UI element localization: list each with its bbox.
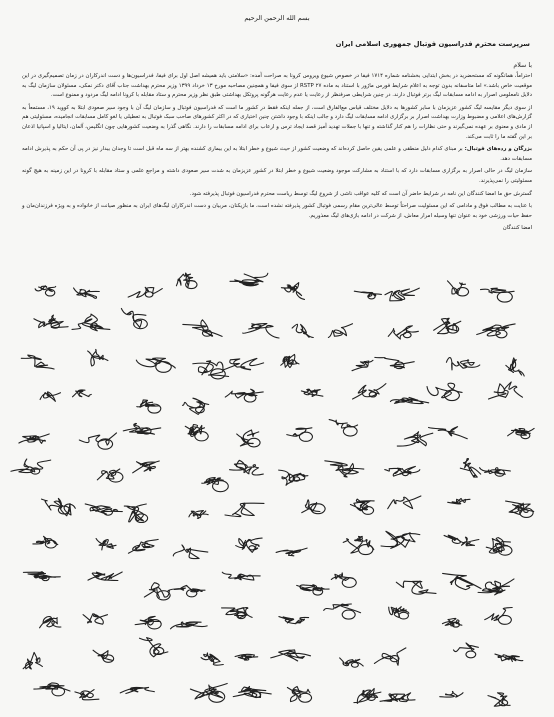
- handwritten-signature: [325, 461, 364, 477]
- letter-paragraph: [22, 104, 532, 142]
- handwritten-signature: [123, 423, 160, 434]
- handwritten-signature: [201, 653, 223, 665]
- handwritten-signature: [136, 358, 175, 372]
- paragraph-text: با عنایت به مطالب فوق و مادامی که این مسئولیت صراحتاً توسط عالی‌ترین مقام رسمی فوتبال کشور پذیرفته نشده است، ما بازیکنان، مربیان و دست اندرکاران لیگ‌های ایران به منظور صیانت از خانواده و به ویژه فرزندان‌مان و حفظ حیات ورزشی خود به عنوان تنها وسیله امرار معاش، از شرکت در ادامه بازی‌های لیگ معذوریم.: [22, 203, 532, 219]
- handwritten-signature: [144, 583, 170, 600]
- handwritten-signature: [343, 536, 374, 554]
- handwritten-signature: [429, 427, 468, 439]
- handwritten-signature: [88, 350, 108, 367]
- handwritten-signature: [93, 650, 114, 662]
- handwritten-signature: [297, 585, 329, 595]
- handwritten-signature: [380, 693, 415, 702]
- handwritten-signature: [486, 538, 512, 556]
- handwritten-signature: [375, 357, 414, 368]
- handwritten-signature: [281, 283, 304, 300]
- handwritten-signature: [176, 273, 197, 289]
- handwritten-signature: [389, 607, 409, 619]
- handwritten-signature: [447, 281, 468, 296]
- handwritten-signature: [329, 420, 357, 436]
- handwritten-signature: [11, 459, 51, 474]
- handwritten-signature: [75, 690, 99, 700]
- handwritten-signature: [448, 499, 470, 504]
- handwritten-signature: [202, 478, 228, 492]
- handwritten-signature: [128, 539, 158, 553]
- handwritten-signature: [40, 392, 60, 401]
- handwritten-signature: [225, 503, 264, 516]
- handwritten-signature: [225, 389, 263, 402]
- handwritten-signature: [121, 309, 147, 329]
- handwritten-signature: [236, 538, 262, 552]
- handwritten-signature: [85, 504, 122, 515]
- paragraph-lead: بزرگان و رده‌های فوتبال:: [462, 146, 532, 153]
- handwritten-signature: [506, 358, 524, 376]
- letter-paragraphs: [22, 72, 532, 234]
- handwritten-signature: [489, 382, 523, 399]
- handwritten-signature: [23, 652, 42, 669]
- handwritten-signature: [33, 536, 58, 548]
- handwritten-signature: [495, 654, 523, 661]
- handwritten-signature: [182, 398, 208, 414]
- handwritten-signature: [287, 687, 311, 703]
- letter-paragraph: [22, 202, 532, 221]
- handwritten-signature: [478, 579, 514, 595]
- handwritten-signature: [281, 354, 299, 367]
- paragraph-text: امضا کنندگان: [502, 225, 532, 232]
- bismillah-heading: بسم الله الرحمن الرحیم: [244, 14, 310, 22]
- handwritten-signature: [230, 460, 264, 475]
- handwritten-signature: [354, 291, 381, 299]
- handwritten-signature: [120, 687, 154, 693]
- handwritten-signature: [72, 314, 110, 331]
- handwritten-signature: [354, 689, 381, 704]
- handwritten-signature: [481, 288, 515, 302]
- handwritten-signature: [96, 539, 116, 550]
- handwritten-signature: [444, 535, 479, 546]
- handwritten-signature: [388, 496, 421, 509]
- handwritten-signature: [302, 500, 325, 514]
- handwritten-signature: [41, 498, 75, 515]
- paragraph-text: گسترش حق ما امضا کنندگان این نامه در شرایط حاضر آن است که کلیه عواقب ناشی از شروع لیگ توسط ریاست محترم فدراسیون فوتبال پذیرفته شود.: [189, 190, 532, 197]
- handwritten-signature: [324, 604, 361, 619]
- handwritten-signature: [434, 318, 461, 333]
- letter-paragraph: [22, 145, 532, 164]
- handwritten-signature: [385, 466, 420, 476]
- handwritten-signature: [128, 287, 162, 297]
- handwritten-signature: [137, 400, 161, 413]
- handwritten-signature: [279, 470, 308, 485]
- handwritten-signature: [97, 469, 123, 482]
- handwritten-signature: [237, 430, 260, 447]
- letter-paragraph: [22, 224, 532, 234]
- handwritten-signature: [183, 320, 222, 337]
- handwritten-signature: [477, 324, 515, 338]
- handwritten-signature: [235, 654, 258, 660]
- handwritten-signature: [390, 397, 428, 403]
- handwritten-signature: [23, 572, 60, 581]
- handwritten-signature: [72, 390, 91, 397]
- paragraph-text: از سوی دیگر مقایسه لیگ کشور عزیزمان با سایر کشورها به دلایل مختلف قیاس مع‌الفارق است، از جمله اینکه فقط در کشور ما است که فدراسیون فوتبال و سازمان لیگ آن با وجود سیر صعودی ابتلا به کووید ۱۹، مستمعاً به گزارش‌های اعلامی و مضبوط وزارت بهداشت اصرار بر برگزاری ادامه مسابقات لیگ دارد و جالب اینکه با وجود داشتن چنین اختیاری که در اکثر کشورهای صاحب سبک فوتبال به تعطیلی یا لغو کامل مسابقات انجامیده، مسئولیتی هم از مادی و معنوی بر عهده نمی‌گیرند و حتی نظارات را هم کنار گذاشته و تنها با جملات تهدید آمیز قصد ایجاد ترس و ارعاب برای ادامه مسابقات را دارند. نگاهی گذرا به وضعیت کشورهایی چون انگلیس، آلمان، ایتالیا و اسپانیا اذعان بر این گفته ما را ثابت می‌کند.: [22, 104, 533, 140]
- handwritten-signature: [124, 504, 147, 522]
- handwritten-signature: [230, 273, 268, 286]
- handwritten-signature: [328, 324, 352, 338]
- letter-paragraph: [22, 190, 532, 200]
- handwritten-signature: [34, 315, 68, 328]
- handwritten-signature: [222, 608, 253, 619]
- handwritten-signature: [508, 428, 534, 438]
- handwritten-signature: [460, 459, 480, 478]
- handwritten-signature: [287, 428, 313, 442]
- handwritten-signature: [427, 383, 462, 400]
- handwritten-signature: [224, 358, 264, 369]
- handwritten-signature: [443, 573, 482, 589]
- handwritten-signature: [352, 360, 373, 370]
- handwritten-signature: [488, 693, 510, 706]
- handwritten-signature: [301, 389, 323, 396]
- handwritten-signature: [83, 614, 107, 624]
- handwritten-signature: [388, 326, 418, 339]
- letter-addressee: سرپرست محترم فدراسیون فوتبال جمهوری اسلامی ایران: [335, 40, 530, 48]
- handwritten-signature: [173, 545, 208, 559]
- handwritten-signature: [34, 683, 70, 696]
- handwritten-signature: [190, 684, 227, 703]
- handwritten-signature: [397, 432, 433, 446]
- handwritten-signature: [88, 572, 122, 581]
- handwritten-signature: [442, 618, 461, 627]
- handwritten-signature: [374, 648, 405, 665]
- handwritten-signature: [74, 288, 100, 298]
- handwritten-signature: [506, 501, 534, 517]
- handwritten-signature: [168, 585, 205, 596]
- handwritten-signature: [276, 548, 307, 556]
- handwritten-signature: [170, 622, 207, 629]
- paragraph-text: سازمان لیگ در حالی اصرار به برگزاری مسابقات دارد که با استناد به مشارکت موجود وضعیت شیوع و خطر ابتلا در کشور عزیزمان به شدت سیر صعودی داشته و مراجع علمی و ستاد مقابله با کرونا در این زمینه به هیچ گونه مسئولیتی را نمی‌پذیرند.: [22, 168, 532, 184]
- paragraph-text: احتراماً، همانگونه که مستحضرید در بخش ابتدایی بخشنامه شماره ۱۷۱۴ فیفا در خصوص شیوع ویروس کرونا به صراحت آمده: «سلامتی باید همیشه اصل اول برای فیفا، فدراسیون‌ها و دست اندرکاران در زمان تصمیم‌گیری در این موقعیت خاص باشد.» اما متاسفانه بدون توجه به اعلام شرایط فورس ماژور با استناد به ماده ۲۷ RSTP از سوی فیفا و همچنین مصاحبه مورخ ۱۳ خرداد ۱۳۹۹ وزیر محترم بهداشت جناب آقای دکتر نمکی، مسئولان سازمان لیگ به دلایل نامعلومی اصرار به ادامه مسابقات لیگ برتر فوتبال دارند. در چنین شرایطی صرفنظر از رعایت یا عدم رعایت هرگونه پروتکل بهداشتی طبق نظر وزیر محترم و ستاد مقابله با کرونا ادامه لیگ مردود و ممنوع است.: [22, 73, 532, 99]
- handwritten-signature: [233, 686, 271, 697]
- signatures-drawing: [0, 260, 554, 717]
- paragraph-text: بر مبنای کدام دلیل منطقی و علمی یقین حاصل کرده‌اند که وضعیت کشور از حیث شیوع و خطر ابتلا به این بیماری کشنده بهتر از سه ماه قبل است تا وجدان بیدار نیز در پی آن حکم به پذیرش ادامه مسابقات دهد.: [22, 146, 532, 162]
- letter-body: [22, 0, 532, 234]
- handwritten-signature: [189, 511, 208, 519]
- handwritten-signature: [21, 355, 54, 369]
- letter-salutation: با سلام: [513, 62, 532, 69]
- handwritten-signature: [243, 324, 279, 338]
- handwritten-signature: [19, 434, 49, 443]
- handwritten-signature: [480, 468, 511, 476]
- handwritten-signature: [279, 617, 309, 624]
- handwritten-signature: [381, 531, 420, 548]
- signatures-area: [0, 260, 554, 717]
- handwritten-signature: [40, 617, 61, 628]
- handwritten-signature: [385, 288, 419, 301]
- handwritten-signature: [353, 384, 386, 399]
- letter-paragraph: [22, 167, 532, 186]
- handwritten-signature: [446, 358, 479, 370]
- handwritten-signature: [350, 499, 374, 514]
- handwritten-signature: [133, 461, 160, 473]
- letter-paragraph: [22, 72, 532, 101]
- handwritten-signature: [292, 324, 313, 337]
- handwritten-signature: [79, 433, 116, 449]
- handwritten-signature: [340, 658, 364, 667]
- handwritten-signature: [485, 608, 512, 625]
- handwritten-signature: [139, 638, 167, 657]
- handwritten-signature: [331, 573, 356, 587]
- handwritten-signature: [185, 425, 208, 441]
- handwritten-signature: [222, 572, 260, 580]
- handwritten-signature: [35, 286, 56, 296]
- handwritten-signature: [453, 643, 478, 658]
- handwritten-signature: [271, 650, 311, 661]
- handwritten-signature: [440, 691, 463, 697]
- handwritten-signature: [135, 616, 161, 628]
- handwritten-signature: [396, 581, 436, 594]
